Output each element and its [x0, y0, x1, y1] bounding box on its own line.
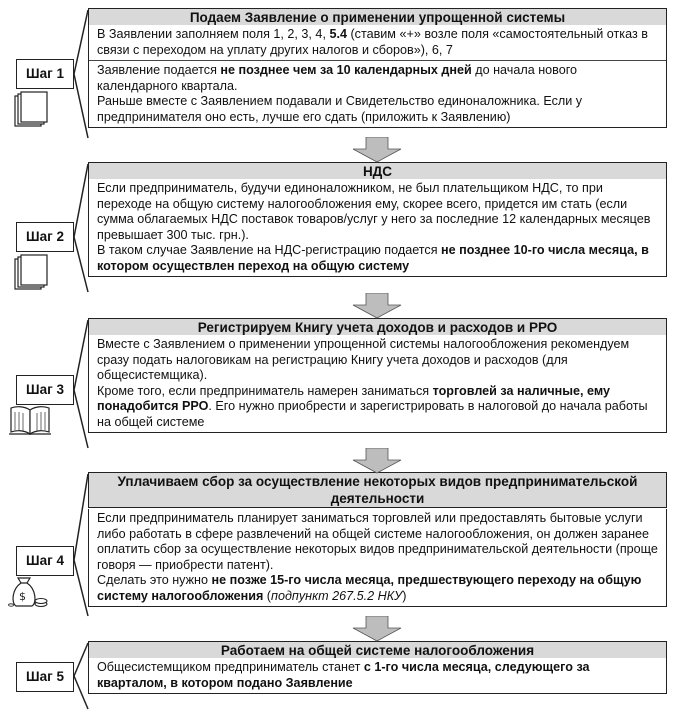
step-1-paragraph-1: В Заявлении заполняем поля 1, 2, 3, 4, 5.4 (ставим «+» возле поля «самостоятельный отказ в связи с переходом на уплату других налогов и сборов»), 6, 7: [97, 27, 648, 57]
step-5-label: Шаг 5: [16, 662, 74, 692]
step-1-content: [88, 25, 667, 128]
step-5-paragraph-1: Общесистемщиком предприниматель станет с 1-го числа месяца, следующего за кварталом, в котором подано Заявление: [97, 660, 590, 690]
step-1-paragraph-2: Заявление подается не позднее чем за 10 календарных дней до начала нового календарного квартала. Раньше вместе с Заявлением подавали и Свидетельство единоналожника. Если у предпринимателя оно есть, лучше его сдать (приложить к Заявлению): [89, 60, 666, 127]
step-2-paragraph-1: Если предприниматель, будучи единоналожником, не был плательщиком НДС, то при переходе на общую систему налогообложения ему, скорее всего, придется им стать (если сумма облагаемых НДС поставок товаров/услуг у него за последние 12 календарных месяцев превышает 300 тыс. грн.). В таком случае Заявление на НДС-регистрацию подается не позднее 10-го числа месяца, в котором осуществлен переход на общую систему: [97, 181, 651, 273]
svg-text:$: $: [19, 590, 26, 603]
step-4-paragraph-1: Если предприниматель планирует заниматься торговлей или предоставлять бытовые услуги либо работать в сфере развлечений на общей системе налогообложения, он должен заранее оплатить сбор за осуществление некоторых видов предпринимательской деятельности (проще говоря — приобрести патент). Сделать это нужно не позже 15-го числа месяца, предшествующего переходу на общую систему налогообложения (подпункт 267.5.2 НКУ): [97, 511, 658, 603]
step-2-title: НДС: [88, 162, 667, 181]
step-2-to-3-arrow: [351, 293, 403, 319]
step-3-paragraph-1: Вместе с Заявлением о применении упрощенной системы налогообложения рекомендуем сразу подать налоговикам на регистрацию Книгу учета доходов и расходов (для общесистемщика). Кроме того, если предприниматель намерен заниматься торговлей за наличные, ему понадобится РРО. Его нужно приобрести и зарегистрировать в налоговой до начала работы на общей системе: [97, 337, 648, 429]
open-book-icon: [8, 404, 52, 443]
step-4-connector: [72, 472, 90, 618]
step-3-connector: [72, 318, 90, 450]
step-3-content: [88, 335, 667, 433]
step-4-title: Уплачиваем сбор за осуществление некоторых видов предпринимательской деятельности: [88, 472, 667, 508]
step-5-connector: [72, 641, 90, 711]
step-1-connector: [72, 8, 90, 140]
document-stack-icon: [13, 90, 51, 135]
step-4-label: Шаг 4: [16, 546, 74, 576]
step-3-to-4-arrow: [351, 448, 403, 474]
step-4-to-5-arrow: [351, 616, 403, 642]
step-2-connector: [72, 162, 90, 294]
step-2-label: Шаг 2: [16, 222, 74, 252]
step-1-title: Подаем Заявление о применении упрощенной системы: [88, 8, 667, 27]
step-2-content: [88, 179, 667, 277]
money-bag-icon: [8, 575, 50, 614]
step-4-content: [88, 509, 667, 607]
document-stack-icon: [13, 253, 51, 298]
step-5-content: [88, 658, 667, 694]
step-5-title: Работаем на общей системе налогообложения: [88, 641, 667, 660]
step-1-to-2-arrow: [351, 137, 403, 163]
step-3-title: Регистрируем Книгу учета доходов и расходов и РРО: [88, 318, 667, 337]
step-3-label: Шаг 3: [16, 375, 74, 405]
step-1-label: Шаг 1: [16, 59, 74, 89]
